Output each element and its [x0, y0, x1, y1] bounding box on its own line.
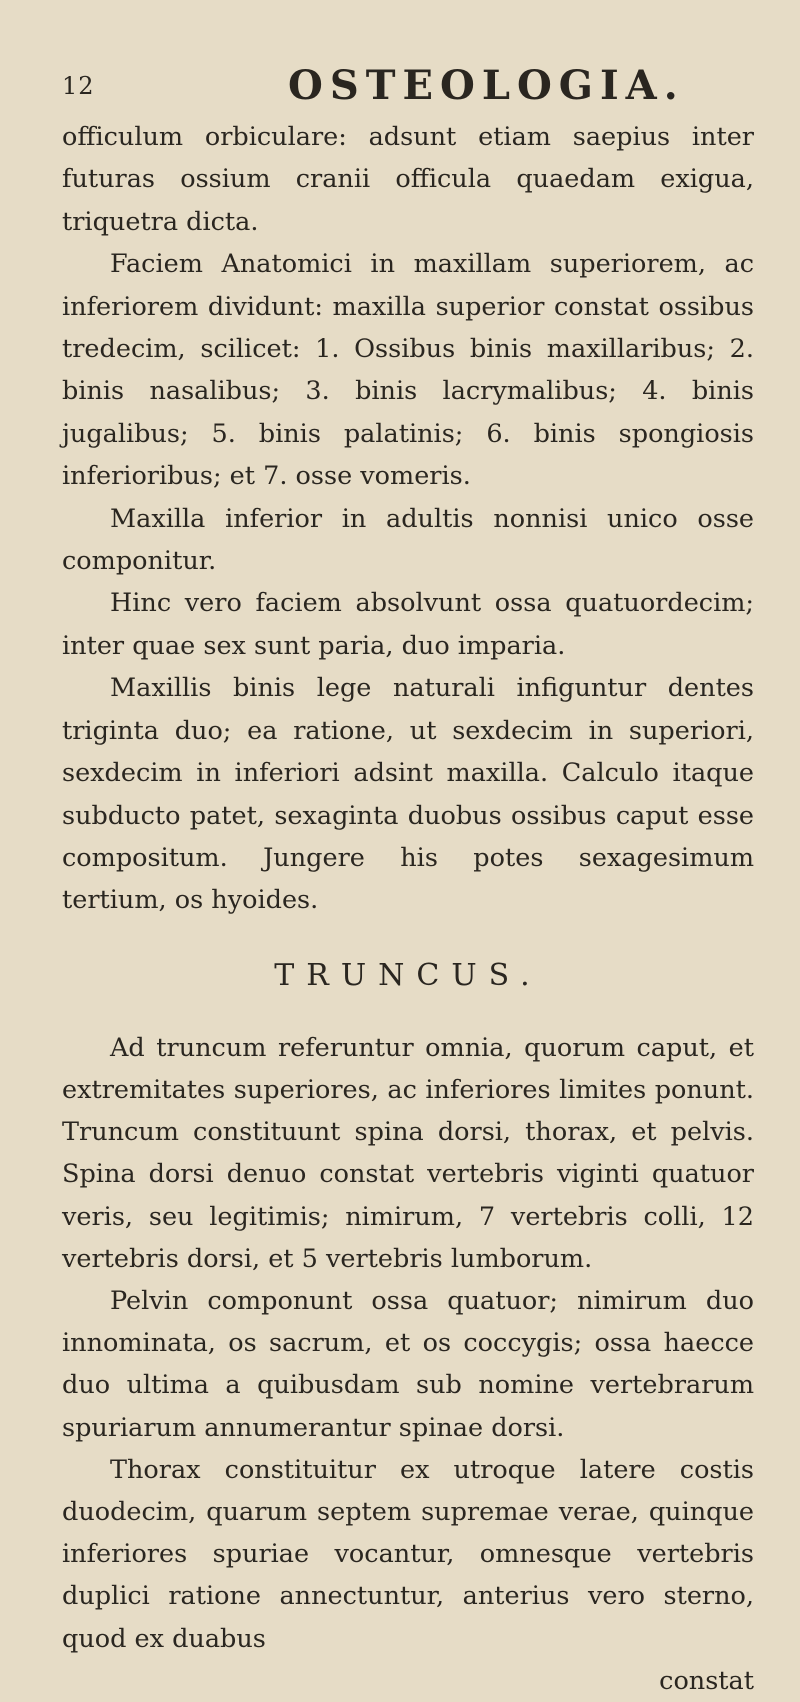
- section-truncus: [62, 1027, 754, 1702]
- running-head: [62, 58, 754, 116]
- page-number: 12: [62, 72, 95, 100]
- catchword: constat: [659, 1665, 754, 1696]
- paragraph: Hinc vero faciem absolvunt ossa quatuordecim; inter quae sex sunt paria, duo imparia.: [62, 588, 754, 661]
- paragraph: officulum orbiculare: adsunt etiam saepius inter futuras ossium cranii officula quaedam exigua, triquetra dicta.: [62, 122, 754, 237]
- paragraph: Maxillis binis lege naturali infiguntur dentes triginta duo; ea ratione, ut sexdecim in superiori, sexdecim in inferiori adsint maxilla. Calculo itaque subducto patet, sexaginta duobus ossibus caput esse compositum. Jungere his potes sexagesimum tertium, os hyoides.: [62, 673, 754, 916]
- paragraph: Thorax constituitur ex utroque latere costis duodecim, quarum septem supremae verae, quinque inferiores spuriae vocantur, omnesque vertebris duplici ratione anneсtuntur, anterius vero sterno, quod ex duabus: [62, 1454, 754, 1654]
- paragraph: Maxilla inferior in adultis nonnisi unico osse componitur.: [62, 503, 754, 577]
- paragraph: Ad truncum referuntur omnia, quorum caput, et extremitates superiores, ac inferiores limites ponunt. Truncum constituunt spina dorsi, thorax, et pelvis. Spina dorsi denuo constat vertebris viginti quatuor veris, seu legitimis; nimirum, 7 vertebris colli, 12 vertebris dorsi, et 5 vertebris lumborum.: [62, 1032, 754, 1274]
- section-facies: [62, 116, 754, 922]
- running-head-title: OSTEOLOGIA.: [288, 62, 685, 109]
- section-heading: TRUNCUS.: [274, 957, 542, 993]
- paragraph: Pelvin componunt ossa quatuor; nimirum duo innominata, os sacrum, et os coccygis; ossa haecce duo ultima a quibusdam sub nomine vertebrarum spuriarum annumerantur spinae dorsi.: [62, 1285, 754, 1443]
- paragraph: Faciem Anatomici in maxillam superiorem, ac inferiorem dividunt: maxilla superior constat ossibus tredecim, scilicet: 1. Ossibus binis maxillaribus; 2. binis nasalibus; 3. binis lacrymalibus; 4. binis jugalibus; 5. binis palatinis; 6. binis spongiosis inferioribus; et 7. osse vomeris.: [62, 249, 754, 492]
